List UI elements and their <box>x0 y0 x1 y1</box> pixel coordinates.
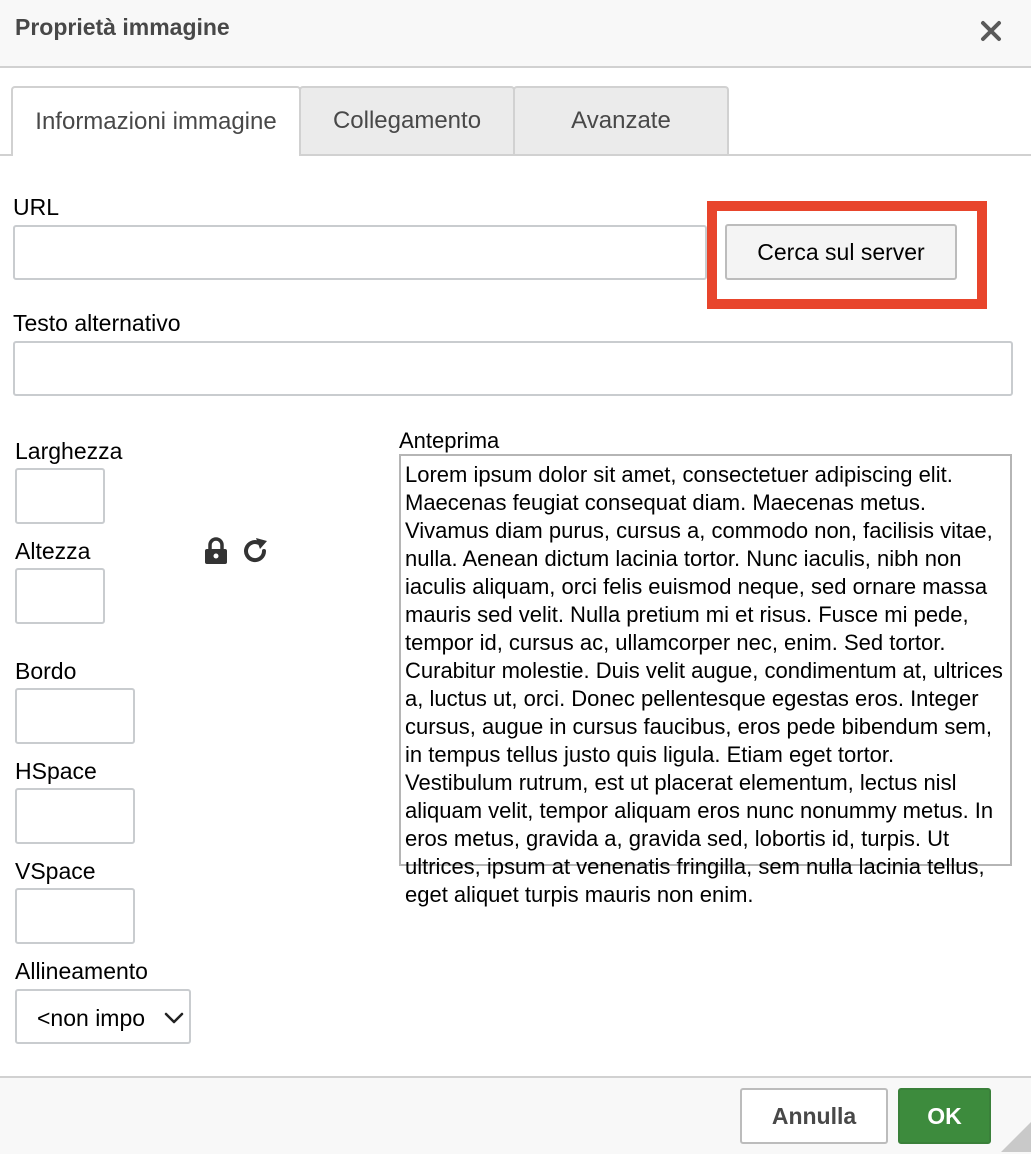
border-input[interactable] <box>15 688 135 744</box>
cancel-button[interactable]: Annulla <box>740 1088 888 1144</box>
width-label: Larghezza <box>15 438 123 464</box>
height-input[interactable] <box>15 568 105 624</box>
tab-link[interactable]: Collegamento <box>299 86 515 154</box>
highlight-box <box>707 201 987 309</box>
alt-text-label: Testo alternativo <box>13 310 181 336</box>
resize-grip-icon[interactable] <box>1001 1122 1031 1152</box>
ok-button[interactable]: OK <box>898 1088 991 1144</box>
chevron-down-icon <box>164 1008 184 1028</box>
preview-label: Anteprima <box>399 428 500 453</box>
border-label: Bordo <box>15 658 77 684</box>
preview-box[interactable]: Lorem ipsum dolor sit amet, consectetuer adipiscing elit. Maecenas feugiat consequat diam. Maecenas metus. Vivamus diam purus, cursus a, commodo non, facilisis vitae, nulla. Aenean dictum lacinia tortor. Nunc iaculis, nibh non iaculis aliquam, orci felis euismod neque, sed ornare massa mauris sed velit. Nulla pretium mi et risus. Fusce mi pede, tempor id, cursus ac, ullamcorper nec, enim. Sed tortor. Curabitur molestie. Duis velit augue, condimentum at, ultrices a, luctus ut, orci. Donec pellentesque egestas eros. Integer cursus, augue in cursus faucibus, eros pede bibendum sem, in tempus tellus justo quis ligula. Etiam eget tortor. Vestibulum rutrum, est ut placerat elementum, lectus nisl aliquam velit, tempor aliquam eros nunc nonummy metus. In eros metus, gravida a, gravida sed, lobortis id, turpis. Ut ultrices, ipsum at venenatis fringilla, sem nulla lacinia tellus, eget aliquet turpis mauris non enim. <box>399 454 1012 866</box>
vspace-input[interactable] <box>15 888 135 944</box>
alignment-select[interactable] <box>15 989 191 1044</box>
reset-size-icon[interactable] <box>242 537 270 565</box>
alt-text-input[interactable] <box>13 341 1013 396</box>
width-input[interactable] <box>15 468 105 524</box>
hspace-input[interactable] <box>15 788 135 844</box>
url-input[interactable] <box>13 225 707 280</box>
lock-icon[interactable] <box>203 537 229 565</box>
browse-server-button[interactable]: Cerca sul server <box>725 224 957 280</box>
height-label: Altezza <box>15 538 91 564</box>
dialog-titlebar <box>0 0 1031 68</box>
alignment-label: Allineamento <box>15 958 148 984</box>
url-label: URL <box>13 194 60 220</box>
alignment-select-value: <non impo <box>37 1005 146 1031</box>
hspace-label: HSpace <box>15 758 97 784</box>
close-icon[interactable] <box>974 14 1008 48</box>
dialog-title: Proprietà immagine <box>15 14 230 40</box>
vspace-label: VSpace <box>15 858 96 884</box>
tab-image-info[interactable]: Informazioni immagine <box>11 86 301 156</box>
tab-advanced[interactable]: Avanzate <box>513 86 729 154</box>
